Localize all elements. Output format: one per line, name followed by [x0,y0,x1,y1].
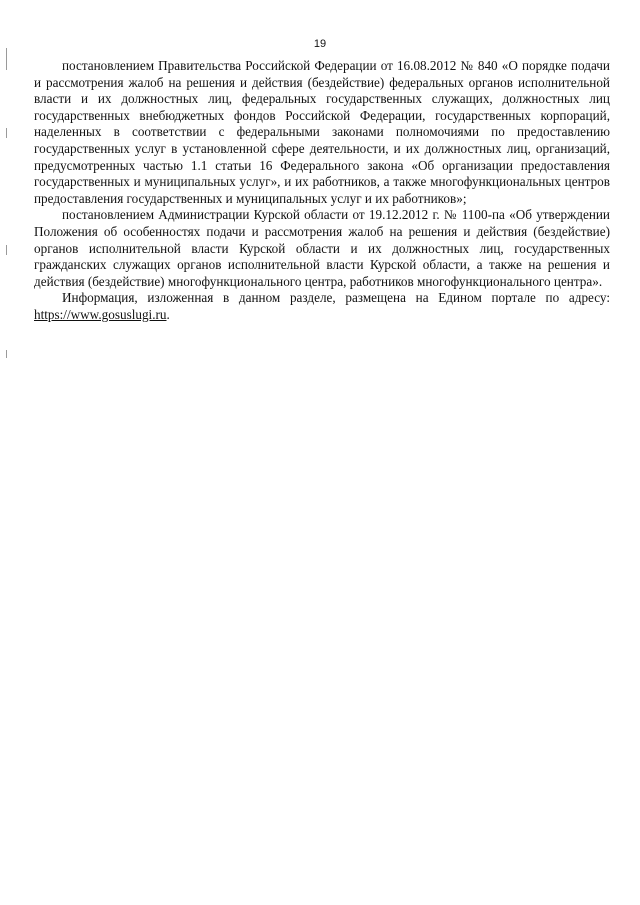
paragraph-federal-decree: постановлением Правительства Российской Федерации от 16.08.2012 № 840 «О порядке подачи и рассмотрения жалоб на решения и действия (бездействие) федеральных органов исполнительной власти и их должностных лиц, федеральных государственных служащих, должностных лиц государственных внебюджетных фондов Российской Федерации, государственных корпораций, наделенных в соответствии с федеральными законами полномочиями по предоставлению государственных услуг в установленной сфере деятельности, и их должностных лиц, организаций, предусмотренных частью 1.1 статьи 16 Федерального закона «Об организации предоставления государственных и муниципальных услуг», и их работников, а также многофункциональных центров предоставления государственных и муниципальных услуг и их работников»; [34,58,610,206]
scan-margin-mark [6,128,7,138]
info-tail: . [166,306,170,322]
scan-margin-mark [6,245,7,255]
gosuslugi-link[interactable]: https://www.gosuslugi.ru [34,306,167,322]
document-body [34,58,610,324]
paragraph-regional-decree: постановлением Администрации Курской области от 19.12.2012 г. № 1100-па «Об утверждении Положения об особенностях подачи и рассмотрения жалоб на решения и действия (бездействие) органов исполнительной власти Курской области и их должностных лиц, государственных гражданских служащих органов исполнительной власти Курской области, а также на решения и действия (бездействие) многофункционального центра, работников многофункционального центра». [34,207,610,289]
page-number: 19 [313,38,327,50]
scan-margin-mark [6,350,7,358]
info-text: Информация, изложенная в данном разделе, размещена на Едином портале по адресу: [62,290,610,306]
scan-margin-mark [6,48,7,70]
paragraph-info [34,290,610,323]
